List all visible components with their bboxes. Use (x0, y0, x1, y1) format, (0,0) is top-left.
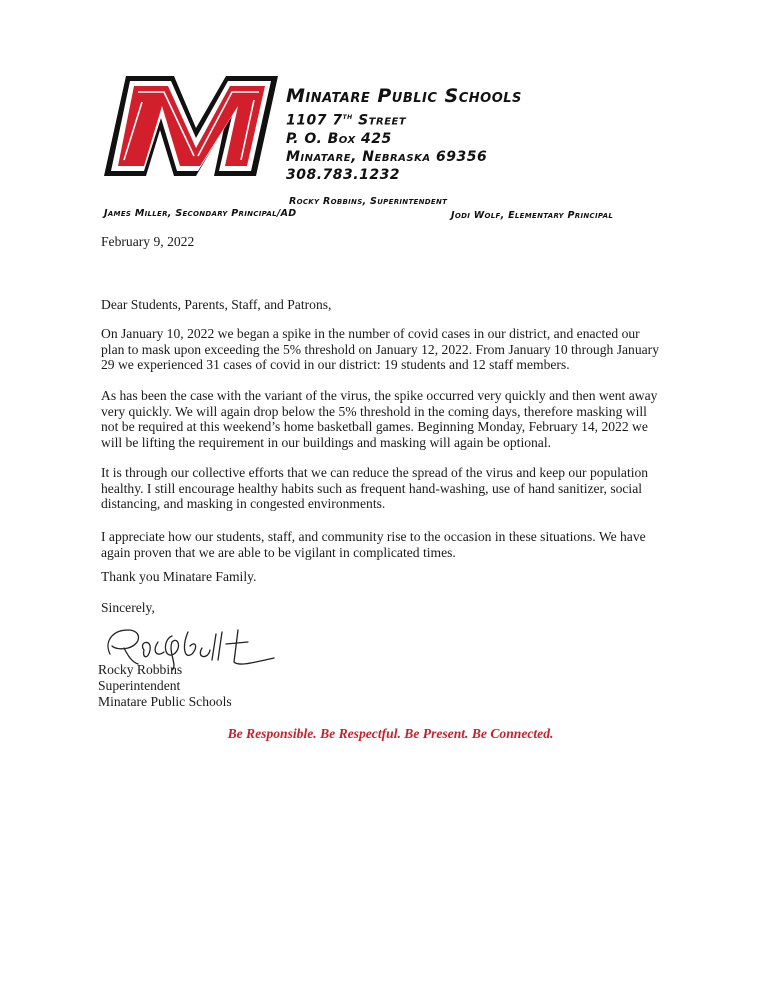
thank-you-line: Thank you Minatare Family. (101, 569, 257, 584)
minatare-m-logo (104, 72, 278, 180)
school-motto (0, 726, 773, 742)
letterhead-address (286, 84, 522, 184)
po-box: P. O. Box 425 (286, 130, 392, 147)
paragraph-2: As has been the case with the variant of the virus, the spike occurred very quickly and then went away very quickly. We will again drop below the 5% threshold in the coming days, therefore masking will not be required at this weekend’s home basketball games. Beginning Monday, February 14, 2022 we will be lifting the requirement in our buildings and masking will again be optional. (101, 388, 658, 450)
phone-number: 308.783.1232 (286, 166, 401, 183)
elementary-principal-name: Jodi Wolf, Elementary Principal (451, 210, 614, 221)
superintendent-name: Rocky Robbins, Superintendent (289, 196, 448, 207)
closing: Sincerely, (101, 600, 155, 615)
signer-organization: Minatare Public Schools (98, 694, 232, 709)
street-address: 1107 7th Street (286, 112, 407, 129)
org-name: Minatare Public Schools (286, 85, 522, 107)
salutation: Dear Students, Parents, Staff, and Patrons, (101, 297, 332, 312)
paragraph-4: I appreciate how our students, staff, and community rise to the occasion in these situations. We have again proven that we are able to be vigilant in complicated times. (101, 529, 646, 560)
letter-date: February 9, 2022 (101, 234, 195, 249)
motto-text: Be Responsible. Be Respectful. Be Present. Be Connected. (227, 726, 554, 741)
signer-title: Superintendent (98, 678, 181, 693)
paragraph-1: On January 10, 2022 we began a spike in the number of covid cases in our district, and enacted our plan to mask upon exceeding the 5% threshold on January 12, 2022. From January 10 through January 29 we experienced 31 cases of covid in our district: 19 students and 12 staff members. (101, 326, 659, 372)
signature-block (98, 662, 232, 710)
signer-name: Rocky Robbins (98, 662, 183, 677)
city-state-zip: Minatare, Nebraska 69356 (286, 148, 488, 165)
paragraph-3: It is through our collective efforts that we can reduce the spread of the virus and keep our population healthy. I still encourage healthy habits such as frequent hand-washing, use of hand sanitizer, social distancing, and masking in congested environments. (101, 465, 649, 511)
secondary-principal-name: James Miller, Secondary Principal/AD (104, 208, 297, 219)
